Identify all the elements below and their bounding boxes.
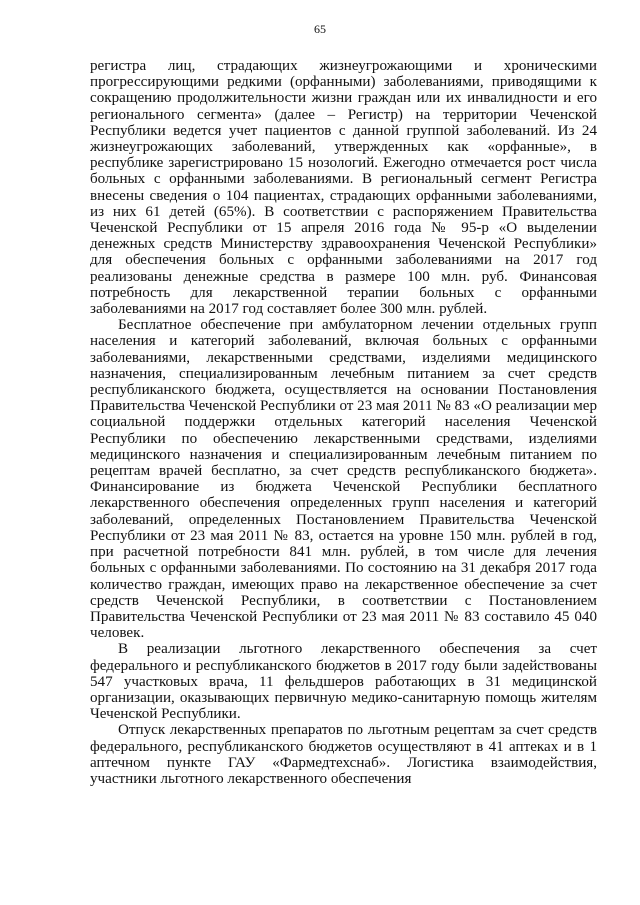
paragraph: В реализации льготного лекарственного обеспечения за счет федерального и республиканского бюджетов в 2017 году были задействованы 547 участковых врача, 11 фельдшеров работающих в 31 медицинской организации, оказывающих первичную медико-санитарную помощь жителям Чеченской Республики. xyxy=(90,641,597,723)
paragraph: регистра лиц, страдающих жизнеугрожающими и хроническими прогрессирующими редкими (орфанными) заболеваниями, приводящими к сокращению продолжительности жизни граждан или их инвалидности и его регионального сегмента» (далее – Регистр) на территории Чеченской Республики ведется учет пациентов с данной группой заболеваний. Из 24 жизнеугрожающих заболеваний, утвержденных как «орфанные», в республике зарегистрировано 15 нозологий. Ежегодно отмечается рост числа больных с орфанными заболеваниями. В региональный сегмент Регистра внесены сведения о 104 пациентах, страдающих орфанными заболеваниями, из них 61 детей (65%). В соответствии с распоряжением Правительства Чеченской Республики от 15 апреля 2016 года № 95-р «О выделении денежных средств Министерству здравоохранения Чеченской Республики» для обеспечения больных с орфанными заболеваниями на 2017 год реализованы денежные средства в размере 100 млн. руб. Финансовая потребность для лекарственной терапии больных с орфанными заболеваниями на 2017 год составляет более 300 млн. рублей. xyxy=(90,58,597,318)
paragraph: Отпуск лекарственных препаратов по льготным рецептам за счет средств федерального, республиканского бюджетов осуществляют в 41 аптеках и в 1 аптечном пункте ГАУ «Фармедтехснаб». Логистика взаимодействия, участники льготного лекарственного обеспечения xyxy=(90,722,597,787)
body-text xyxy=(90,58,597,787)
paragraph: Бесплатное обеспечение при амбулаторном лечении отдельных групп населения и категорий заболеваний, включая больных с орфанными заболеваниями, лекарственными средствами, изделиями медицинского назначения, специализированным лечебным питанием за счет средств республиканского бюджета, осуществляется на основании Постановления Правительства Чеченской Республики от 23 мая 2011 № 83 «О реализации мер социальной поддержки отдельных категорий населения Чеченской Республики по обеспечению лекарственными средствами, изделиями медицинского назначения и специализированным лечебным питанием по рецептам врачей бесплатно, за счет средств республиканского бюджета». Финансирование из бюджета Чеченской Республики бесплатного лекарственного обеспечения определенных групп населения и категорий заболеваний, определенных Постановлением Правительства Чеченской Республики от 23 мая 2011 № 83, остается на уровне 150 млн. рублей в год, при расчетной потребности 841 млн. рублей, в том числе для лечения больных с орфанными заболеваниями. По состоянию на 31 декабря 2017 года количество граждан, имеющих право на лекарственное обеспечение за счет средств Чеченской Республики, в соответствии с Постановлением Правительства Чеченской Республики от 23 мая 2011 № 83 составило 45 040 человек. xyxy=(90,317,597,642)
page-number: 65 xyxy=(314,22,326,36)
